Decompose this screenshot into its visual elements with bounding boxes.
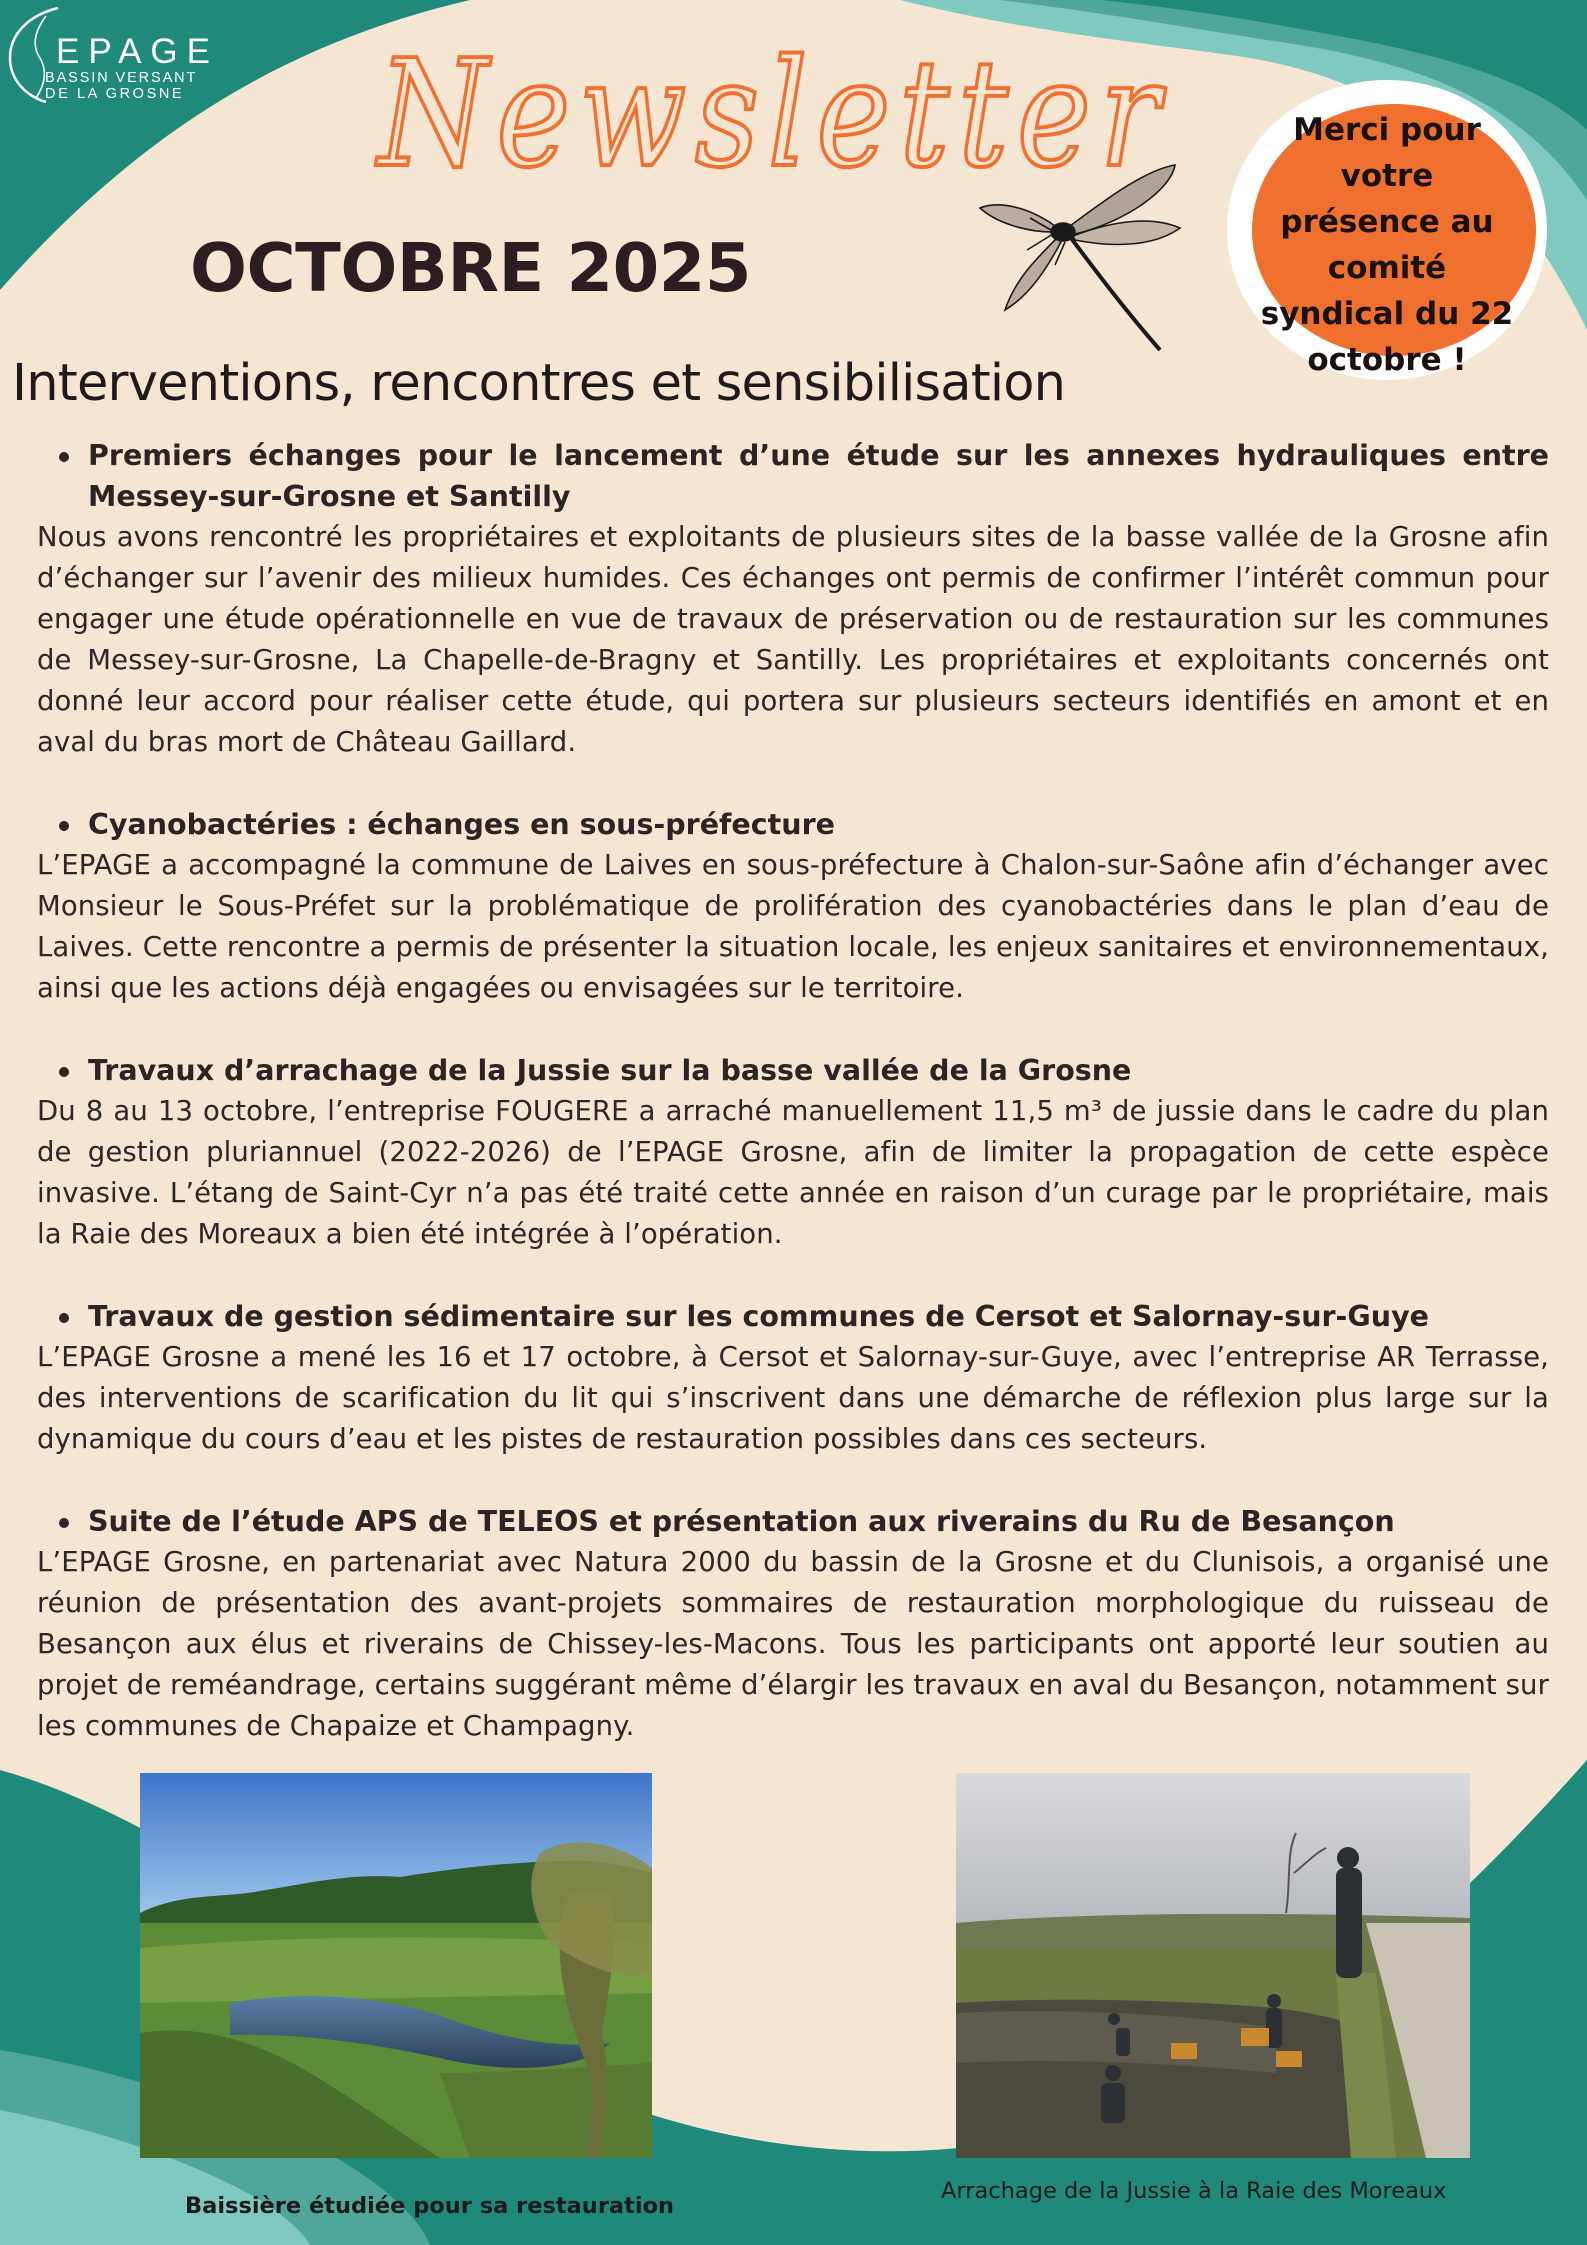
bullet-icon: [59, 1518, 69, 1528]
article-heading-text: Suite de l’étude APS de TELEOS et présentation aux riverains du Ru de Besançon: [88, 1505, 1395, 1538]
article-body: Nous avons rencontré les propriétaires et exploitants de plusieurs sites de la basse vallée de la Grosne afin d’échanger sur l’avenir des milieux humides. Ces échanges ont permis de confirmer l’intérêt commun pour engager une étude opérationnelle en vue de travaux de préservation ou de restauration sur les communes de Messey-sur-Grosne, La Chapelle-de-Bragny et Santilly. Les propriétaires et exploitants concernés ont donné leur accord pour réaliser cette étude, qui portera sur plusieurs secteurs identifiés en amont et en aval du bras mort de Château Gaillard.: [37, 521, 1549, 758]
bullet-icon: [59, 821, 69, 831]
dragonfly-icon: [975, 160, 1185, 355]
article-jussie: [37, 1050, 1549, 1255]
thanks-badge-text: Merci pour votre présence au comité syndical du 22 octobre !: [1260, 112, 1514, 378]
article-body: L’EPAGE Grosne, en partenariat avec Natura 2000 du bassin de la Grosne et du Clunisois, a organisé une réunion de présentation des avant-projets sommaires de restauration morphologique du ruisseau de Besançon aux élus et riverains de Chissey-les-Macons. Tous les participants ont apporté leur soutien au projet de reméandrage, certains suggérant même d’élargir les travaux en aval du Besançon, notamment sur les communes de Chapaize et Champagny.: [37, 1546, 1549, 1742]
article-cyanobacteries: [37, 804, 1549, 1009]
article-heading-text: Cyanobactéries : échanges en sous-préfecture: [88, 808, 835, 841]
article-heading: [37, 435, 1549, 517]
bullet-icon: [59, 1313, 69, 1323]
logo-line-grosne: DE LA GROSNE: [45, 86, 185, 102]
logo-line-epage: EPAGE: [56, 32, 220, 71]
article-heading: [37, 804, 1549, 845]
article-heading: [37, 1501, 1549, 1542]
article-heading-text: Travaux d’arrachage de la Jussie sur la basse vallée de la Grosne: [88, 1054, 1132, 1087]
thanks-badge: [1222, 105, 1552, 385]
article-annexes-hydrauliques: [37, 435, 1549, 763]
article-etude-aps: [37, 1501, 1549, 1747]
issue-date: OCTOBRE 2025: [190, 229, 752, 307]
bullet-icon: [59, 1067, 69, 1077]
article-body: Du 8 au 13 octobre, l’entreprise FOUGERE a arraché manuellement 11,5 m³ de jussie dans le cadre du plan de gestion pluriannuel (2022-2026) de l’EPAGE Grosne, afin de limiter la propagation de cette espèce invasive. L’étang de Saint-Cyr n’a pas été traité cette année en raison d’un curage par le propriétaire, mais la Raie des Moreaux a bien été intégrée à l’opération.: [37, 1095, 1549, 1250]
logo-line-bassin: BASSIN VERSANT: [45, 70, 198, 86]
article-heading-text: Travaux de gestion sédimentaire sur les communes de Cersot et Salornay-sur-Guye: [88, 1300, 1429, 1333]
article-gestion-sedimentaire: [37, 1296, 1549, 1460]
photo-arrachage-jussie: [956, 1773, 1470, 2158]
bullet-icon: [59, 452, 69, 462]
section-title: Interventions, rencontres et sensibilisation: [12, 354, 1066, 413]
article-heading: [37, 1296, 1549, 1337]
photo-baissiere: [140, 1773, 652, 2158]
caption-arrachage-jussie: Arrachage de la Jussie à la Raie des Moreaux: [941, 2178, 1447, 2204]
epage-logo: [6, 6, 220, 106]
article-list: [37, 435, 1549, 1788]
article-heading-text: Premiers échanges pour le lancement d’une étude sur les annexes hydrauliques entre Messey-sur-Grosne et Santilly: [88, 439, 1549, 513]
caption-baissiere: Baissière étudiée pour sa restauration: [185, 2193, 675, 2219]
article-heading: [37, 1050, 1549, 1091]
newsletter-script-text: Newsletter: [375, 28, 1168, 200]
article-body: L’EPAGE a accompagné la commune de Laives en sous-préfecture à Chalon-sur-Saône afin d’échanger avec Monsieur le Sous-Préfet sur la problématique de prolifération des cyanobactéries dans le plan d’eau de Laives. Cette rencontre a permis de présenter la situation locale, les enjeux sanitaires et environnementaux, ainsi que les actions déjà engagées ou envisagées sur le territoire.: [37, 849, 1549, 1004]
article-body: L’EPAGE Grosne a mené les 16 et 17 octobre, à Cersot et Salornay-sur-Guye, avec l’entreprise AR Terrasse, des interventions de scarification du lit qui s’inscrivent dans une démarche de réflexion plus large sur la dynamique du cours d’eau et les pistes de restauration possibles dans ces secteurs.: [37, 1341, 1549, 1455]
